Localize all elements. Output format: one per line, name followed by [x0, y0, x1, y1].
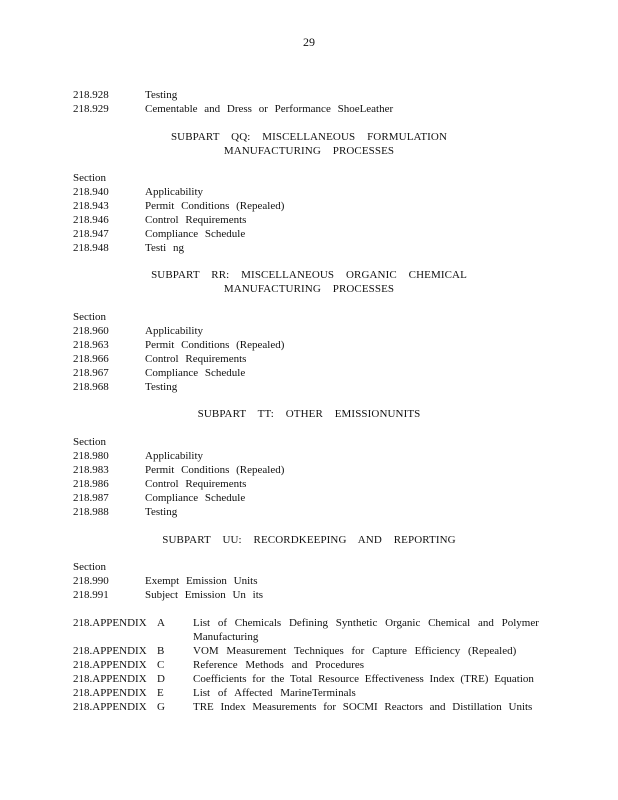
- section-title: Compliance Schedule: [145, 367, 246, 379]
- section-title: Applicability: [145, 450, 204, 462]
- page-number: 29: [303, 35, 315, 49]
- section-number: 218.928: [73, 89, 109, 101]
- section-title: Compliance Schedule: [145, 228, 246, 240]
- appendix-entry: [73, 700, 553, 714]
- appendix-title: Reference Methods and Procedures: [193, 659, 365, 671]
- section-number: 218.986: [73, 478, 109, 490]
- section-number: 218.948: [73, 242, 109, 254]
- section-number: 218.991: [73, 589, 109, 601]
- appendix-title: VOM Measurement Techniques for Capture Efficiency (Repealed): [193, 645, 517, 657]
- appendix-entry: [73, 672, 553, 686]
- section-number: 218.966: [73, 353, 109, 365]
- appendix-number: 218.APPENDIX: [73, 673, 147, 685]
- section-title: Control Requirements: [145, 214, 247, 226]
- section-number: 218.940: [73, 186, 109, 198]
- section-label: Section: [73, 311, 106, 323]
- section-number: 218.929: [73, 103, 109, 115]
- subpart-heading-continued: MANUFACTURING PROCESSES: [223, 145, 395, 157]
- appendix-letter: A: [157, 617, 165, 629]
- appendix-letter: C: [157, 659, 165, 671]
- appendix-entry: [73, 616, 553, 644]
- section-title: Exempt Emission Units: [145, 575, 258, 587]
- subpart-heading: SUBPART TT: OTHER EMISSIONUNITS: [197, 408, 421, 420]
- appendix-title: TRE Index Measurements for SOCMI Reactors and Distillation Units: [193, 701, 533, 713]
- section-number: 218.980: [73, 450, 109, 462]
- section-title: Compliance Schedule: [145, 492, 246, 504]
- subpart-heading: SUBPART RR: MISCELLANEOUS ORGANIC CHEMICAL: [151, 269, 467, 281]
- section-number: 218.943: [73, 200, 109, 212]
- section-number: 218.983: [73, 464, 109, 476]
- appendix-letter: E: [157, 687, 164, 699]
- appendix-number: 218.APPENDIX: [73, 687, 147, 699]
- appendix-number: 218.APPENDIX: [73, 659, 147, 671]
- section-number: 218.987: [73, 492, 109, 504]
- appendix-entry: [73, 644, 553, 658]
- section-number: 218.946: [73, 214, 109, 226]
- section-title: Applicability: [145, 325, 204, 337]
- section-title: Permit Conditions (Repealed): [145, 200, 285, 212]
- section-title: Permit Conditions (Repealed): [145, 464, 285, 476]
- subpart-heading-continued: MANUFACTURING PROCESSES: [223, 283, 395, 295]
- section-title: Control Requirements: [145, 353, 247, 365]
- section-title: Testi ng: [145, 242, 184, 254]
- appendix-number: 218.APPENDIX: [73, 617, 147, 629]
- section-number: 218.960: [73, 325, 109, 337]
- appendix-entry: [73, 686, 553, 700]
- section-title: Testing: [145, 506, 178, 518]
- section-number: 218.990: [73, 575, 109, 587]
- section-title: Testing: [145, 381, 178, 393]
- appendix-number: 218.APPENDIX: [73, 701, 147, 713]
- appendix-title: List of Chemicals Defining Synthetic Organic Chemical and Polymer Manufacturing: [193, 617, 539, 643]
- section-label: Section: [73, 172, 106, 184]
- section-title: Subject Emission Un its: [145, 589, 264, 601]
- section-number: 218.988: [73, 506, 109, 518]
- appendix-letter: D: [157, 673, 165, 685]
- appendix-number: 218.APPENDIX: [73, 645, 147, 657]
- section-number: 218.947: [73, 228, 109, 240]
- section-title: Applicability: [145, 186, 204, 198]
- section-title: Testing: [145, 89, 178, 101]
- section-number: 218.963: [73, 339, 109, 351]
- appendix-letter: B: [157, 645, 165, 657]
- section-title: Cementable and Dress or Performance ShoeLeather: [145, 103, 394, 115]
- subpart-heading: SUBPART UU: RECORDKEEPING AND REPORTING: [162, 534, 456, 546]
- section-title: Permit Conditions (Repealed): [145, 339, 285, 351]
- appendix-entry: [73, 658, 553, 672]
- section-number: 218.967: [73, 367, 109, 379]
- appendix-letter: G: [157, 701, 165, 713]
- subpart-heading: SUBPART QQ: MISCELLANEOUS FORMULATION: [170, 131, 448, 143]
- section-label: Section: [73, 436, 106, 448]
- section-label: Section: [73, 561, 106, 573]
- section-title: Control Requirements: [145, 478, 247, 490]
- appendix-title: List of Affected MarineTerminals: [193, 687, 356, 699]
- appendix-title: Coefficients for the Total Resource Effectiveness Index (TRE) Equation: [193, 673, 534, 685]
- section-number: 218.968: [73, 381, 109, 393]
